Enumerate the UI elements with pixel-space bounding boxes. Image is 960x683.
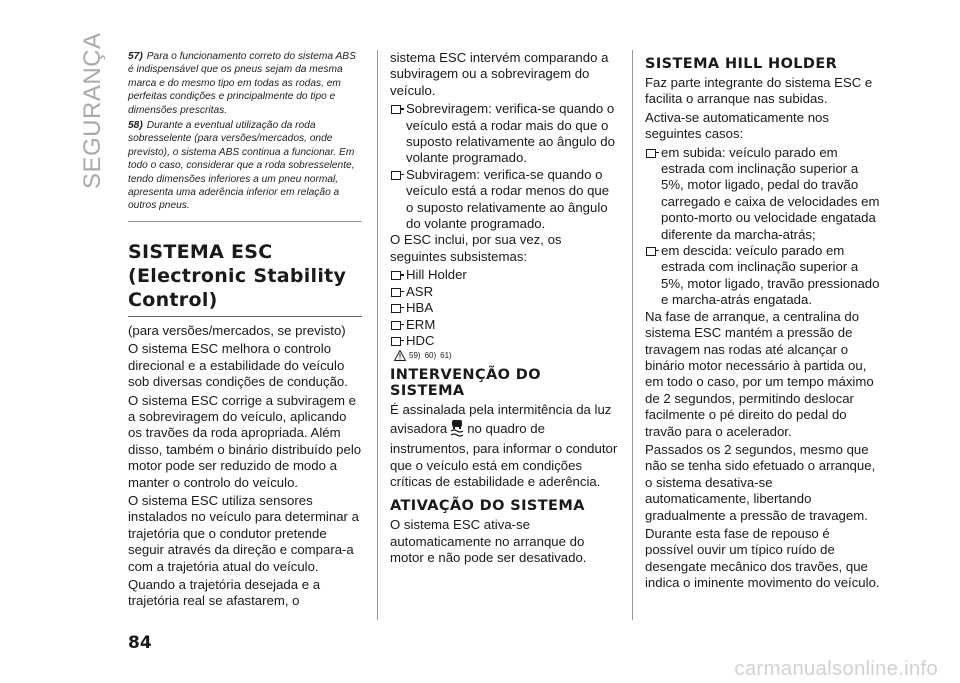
checkbox-bullet-icon [646, 149, 656, 158]
note-58 [128, 119, 362, 213]
list-item-text: em subida: veículo parado em estrada com inclinação superior a 5%, motor ligado, pedal do travão carregado e caixa de velocidades em ponto-morto ou velocidade engatada diferente da marcha-atrás; [661, 144, 880, 242]
checkbox-bullet-icon [391, 271, 401, 280]
list-item-text: ERM [406, 316, 436, 332]
warning-ref: 61) [440, 351, 452, 361]
column-divider [632, 50, 633, 620]
column-divider [377, 50, 378, 620]
list-item-text: em descida: veículo parado em estrada com inclinação superior a 5%, motor ligado, travão pressionado e marcha-atrás engatada. [661, 243, 880, 308]
heading-ativacao: ATIVAÇÃO DO SISTEMA [390, 498, 585, 515]
paragraph: O sistema ESC ativa-se automaticamente no arranque do motor e não pode ser desativado. [390, 517, 587, 566]
list-item-text: Sobreviragem: verifica-se quando o veículo está a rodar mais do que o suposto relativamente ao ângulo do volante programado. [406, 101, 615, 166]
warning-ref: 60) [424, 351, 437, 361]
checkbox-bullet-icon [391, 105, 401, 114]
list-item [390, 267, 618, 283]
note-number: 58) [128, 120, 143, 132]
paragraph: sistema ESC intervém comparando a subviragem ou a sobreviragem do veículo. [390, 50, 609, 98]
paragraph: O ESC inclui, por sua vez, os seguintes subsistemas: [390, 232, 562, 264]
column-3 [645, 50, 881, 594]
list-item [390, 101, 618, 167]
paragraph: Na fase de arranque, a centralina do sistema ESC mantém a pressão de travagem nas rodas até alcançar o binário motor necessário à partida ou, em todo o caso, por um tempo máximo de 2 segundos, permitindo deslocar facilmente o pé direito do pedal do travão para o acelerador. [645, 308, 874, 439]
column-1 [128, 50, 362, 612]
heading-hill-holder: SISTEMA HILL HOLDER [645, 56, 838, 72]
warning-ref: 59) [409, 351, 421, 361]
list-item [390, 317, 618, 333]
list-item [390, 333, 618, 349]
checkbox-bullet-icon [646, 247, 656, 256]
note-57 [128, 50, 362, 117]
warning-references [394, 350, 618, 361]
list-item-text: Subviragem: verifica-se quando o veículo está a rodar menos do que o suposto relativamente ao ângulo do volante programado. [406, 166, 610, 232]
esc-warning-light-icon [449, 419, 465, 441]
paragraph: O sistema ESC corrige a subviragem e a sobreviragem do veículo, aplicando os travões da roda apropriada. Além disso, também o binário distribuído pelo motor pode ser reduzido de modo a manter o controlo do veículo. [128, 392, 362, 490]
list-item [390, 284, 618, 300]
list-item [390, 300, 618, 316]
list-item [645, 243, 881, 309]
list-item [645, 145, 881, 243]
paragraph: (para versões/mercados, se previsto) [128, 322, 346, 338]
note-text: Para o funcionamento correto do sistema ABS é indispensável que os pneus sejam da mesma marca e do mesmo tipo em todas as rodas, em perfeitas condições e principalmente do tipo e dimensões prescritas. [128, 51, 356, 116]
watermark: carmanualsonline.info [734, 657, 938, 680]
list-item-text: Hill Holder [406, 267, 467, 283]
list-item-text: HBA [406, 300, 434, 316]
paragraph: Quando a trajetória desejada e a trajetória real se afastarem, o [128, 576, 321, 609]
checkbox-bullet-icon [391, 304, 401, 313]
warning-triangle-icon [394, 350, 406, 361]
note-number: 57) [128, 51, 143, 62]
checkbox-bullet-icon [391, 337, 401, 346]
paragraph-text: É assinalada pela intermitência da luz avisadora [390, 402, 612, 436]
note-text: Durante a eventual utilização da roda sobresselente (para versões/mercados, onde previsto), o sistema ABS continua a funcionar. Em todo o caso, considerar que a roda sobresselente, tendo dimensões inferiores a um pneu normal, apresenta uma aderência inferior em relação a outros pneus. [128, 120, 355, 212]
checkbox-bullet-icon [391, 321, 401, 330]
section-side-title [58, 32, 128, 198]
paragraph [390, 402, 618, 490]
heading-esc: SISTEMA ESC (Electronic Stability Control) [128, 240, 362, 317]
paragraph: Activa-se automaticamente nos seguintes casos: [645, 109, 829, 142]
checkbox-bullet-icon [391, 171, 401, 180]
list-item-text: HDC [406, 332, 435, 348]
paragraph: Durante esta fase de repouso é possível ouvir um típico ruído de desengate mecânico dos travões, que indica o iminente movimento do veículo. [645, 525, 880, 591]
section-side-title-text: SEGURANÇA [79, 32, 106, 189]
page-number: 84 [128, 633, 152, 653]
paragraph: Faz parte integrante do sistema ESC e facilita o arranque nas subidas. [645, 75, 873, 107]
paragraph: O sistema ESC utiliza sensores instalados no veículo para determinar a trajetória que o condutor pretende seguir através da direção e compara-a com a trajetória atual do veículo. [128, 492, 359, 574]
column-2 [390, 50, 618, 569]
list-item [390, 167, 618, 233]
list-item-text: ASR [406, 283, 434, 299]
paragraph: O sistema ESC melhora o controlo direcional e a estabilidade do veículo sob diversas condições de condução. [128, 341, 348, 390]
notes-box [128, 50, 362, 222]
paragraph-text: no quadro de instrumentos, para informar o condutor que o veículo está em condições críticas de estabilidade e aderência. [390, 420, 618, 489]
checkbox-bullet-icon [391, 288, 401, 297]
paragraph: Passados os 2 segundos, mesmo que não se tenha sido efetuado o arranque, o sistema desativa-se automaticamente, libertando gradualmente a pressão de travagem. [645, 441, 876, 523]
heading-intervencao: INTERVENÇÃO DO SISTEMA [390, 367, 541, 400]
